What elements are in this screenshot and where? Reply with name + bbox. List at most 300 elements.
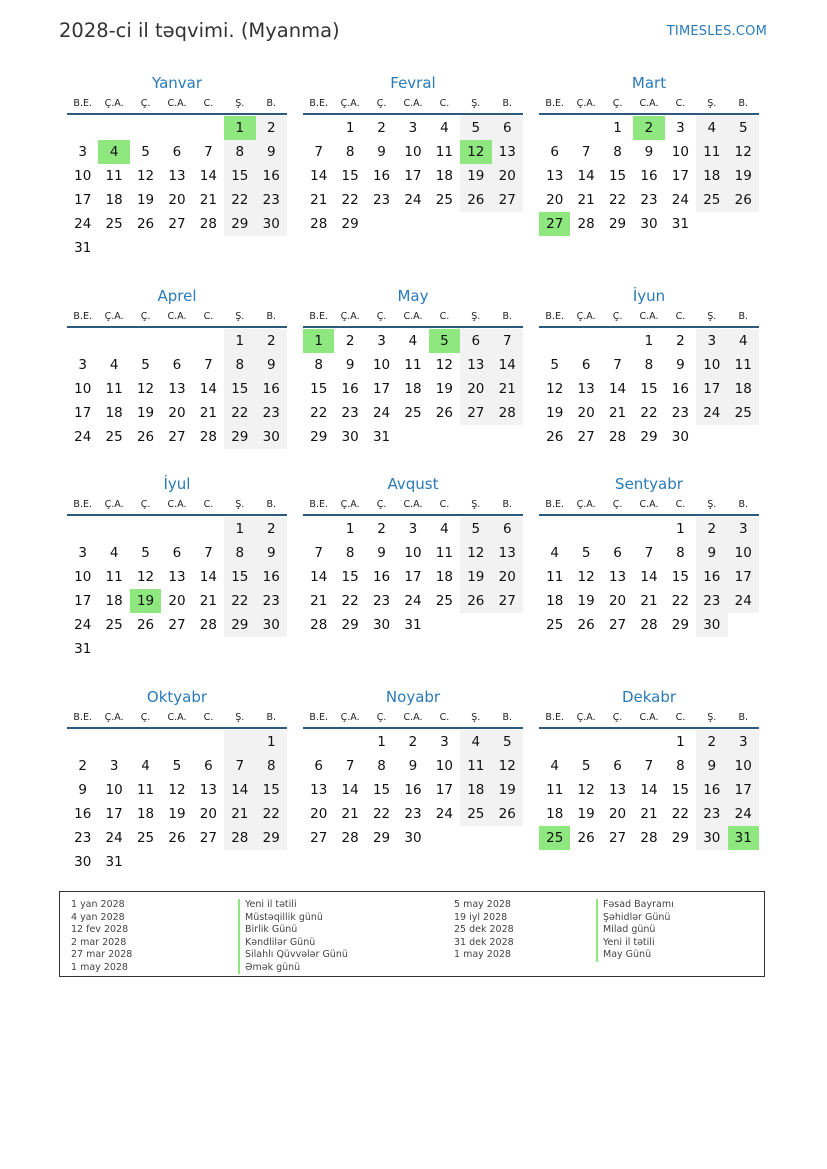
weekday-label: B. <box>266 311 277 322</box>
calendar-day: 12 <box>577 782 595 798</box>
calendar-day: 12 <box>546 381 564 397</box>
legend-left-names <box>238 899 348 974</box>
empty-cell <box>633 730 664 754</box>
weekday-label: B.E. <box>73 499 92 510</box>
calendar-day: 8 <box>613 144 622 160</box>
month-i̇yun <box>539 285 759 449</box>
weekday-label: B. <box>738 499 749 510</box>
calendar-day: 24 <box>435 806 453 822</box>
calendar-day: 16 <box>341 381 359 397</box>
calendar-day: 9 <box>696 754 727 778</box>
calendar-day: 17 <box>74 593 92 609</box>
calendar-day: 25 <box>404 405 422 421</box>
calendar-day: 22 <box>310 405 328 421</box>
weekday-label: B.E. <box>309 311 328 322</box>
calendar-day: 23 <box>696 802 727 826</box>
day-grid <box>67 116 287 260</box>
calendar-day: 22 <box>256 802 287 826</box>
legend-date: 1 may 2028 <box>454 949 511 960</box>
calendar-day: 5 <box>460 517 491 541</box>
weekday-header <box>539 708 759 729</box>
calendar-day: 25 <box>136 830 155 846</box>
empty-cell <box>130 116 161 140</box>
calendar-day: 25 <box>696 188 727 212</box>
calendar-day: 20 <box>608 593 627 609</box>
calendar-day: 12 <box>136 569 155 585</box>
calendar-day: 5 <box>581 545 591 561</box>
day-grid <box>303 517 523 637</box>
empty-cell <box>67 517 98 541</box>
weekday-label: Ç. <box>376 98 387 109</box>
calendar-day: 18 <box>546 806 564 822</box>
calendar-day: 1 <box>377 734 386 750</box>
calendar-day: 21 <box>310 192 328 208</box>
calendar-day: 2 <box>256 116 287 140</box>
calendar-day: 9 <box>256 541 287 565</box>
weekday-label: Ş. <box>471 499 481 510</box>
month-name: Mart <box>631 74 667 92</box>
weekday-label: C.A. <box>639 98 659 109</box>
calendar-day: 3 <box>377 333 386 349</box>
calendar-day: 26 <box>460 188 491 212</box>
calendar-day: 10 <box>404 545 422 561</box>
weekday-label: C. <box>203 311 214 322</box>
weekday-label: Ş. <box>707 499 717 510</box>
calendar-day: 12 <box>136 381 155 397</box>
calendar-day: 3 <box>109 758 119 774</box>
calendar-day: 5 <box>728 116 759 140</box>
month-name: İyun <box>632 287 666 305</box>
calendar-day: 13 <box>608 569 627 585</box>
calendar-day: 17 <box>435 782 453 798</box>
calendar-day: 17 <box>728 565 759 589</box>
calendar-day: 25 <box>105 429 123 445</box>
calendar-day: 16 <box>696 778 727 802</box>
holiday-legend <box>59 891 765 977</box>
weekday-label: C. <box>203 499 214 510</box>
calendar-day: 16 <box>372 569 391 585</box>
calendar-day: 3 <box>676 120 685 136</box>
calendar-day: 2 <box>696 730 727 754</box>
weekday-label: B. <box>738 311 749 322</box>
calendar-day: 23 <box>256 589 287 613</box>
calendar-day: 18 <box>105 593 123 609</box>
month-dekabr <box>539 686 759 850</box>
empty-cell <box>67 116 98 140</box>
calendar-day: 20 <box>492 565 523 589</box>
weekday-label: C. <box>439 311 450 322</box>
weekday-label: Ş. <box>707 98 717 109</box>
empty-cell <box>130 730 161 754</box>
calendar-day: 8 <box>224 140 255 164</box>
calendar-day: 27 <box>492 589 523 613</box>
weekday-label: Ç.A. <box>576 98 596 109</box>
weekday-label: C.A. <box>639 712 659 723</box>
calendar-day: 30 <box>74 854 92 870</box>
holiday-day: 2 <box>633 116 664 140</box>
calendar-day: 29 <box>341 617 359 633</box>
calendar-day: 29 <box>256 826 287 850</box>
calendar-day: 7 <box>314 144 323 160</box>
legend-holiday-name: May Günü <box>596 949 674 962</box>
weekday-label: B.E. <box>73 311 92 322</box>
calendar-day: 20 <box>199 806 217 822</box>
calendar-day: 24 <box>74 429 92 445</box>
month-noyabr <box>303 686 523 850</box>
calendar-day: 18 <box>546 593 564 609</box>
calendar-day: 13 <box>577 381 595 397</box>
calendar-day: 20 <box>168 405 186 421</box>
calendar-day: 29 <box>372 830 391 846</box>
calendar-day: 9 <box>256 140 287 164</box>
empty-cell <box>193 116 224 140</box>
calendar-day: 13 <box>168 168 186 184</box>
calendar-day: 10 <box>74 168 92 184</box>
calendar-day: 11 <box>546 782 564 798</box>
calendar-day: 10 <box>105 782 123 798</box>
calendar-day: 4 <box>109 545 119 561</box>
calendar-day: 2 <box>377 120 386 136</box>
weekday-label: C. <box>203 712 214 723</box>
calendar-day: 24 <box>105 830 123 846</box>
calendar-day: 30 <box>256 212 287 236</box>
holiday-day: 5 <box>429 329 460 353</box>
calendar-day: 12 <box>492 754 523 778</box>
empty-cell <box>602 730 633 754</box>
calendar-day: 22 <box>341 192 359 208</box>
month-name: Avqust <box>387 475 439 493</box>
calendar-day: 28 <box>577 216 595 232</box>
calendar-day: 6 <box>172 545 182 561</box>
calendar-day: 29 <box>310 429 328 445</box>
calendar-day: 26 <box>136 617 155 633</box>
weekday-label: Ç. <box>376 499 387 510</box>
weekday-label: B.E. <box>309 712 328 723</box>
calendar-day: 14 <box>310 168 328 184</box>
weekday-label: C.A. <box>403 311 423 322</box>
calendar-day: 16 <box>74 806 92 822</box>
calendar-day: 13 <box>546 168 564 184</box>
calendar-day: 17 <box>74 192 92 208</box>
empty-cell <box>193 329 224 353</box>
weekday-header <box>303 708 523 729</box>
calendar-day: 25 <box>546 617 564 633</box>
weekday-header <box>539 307 759 328</box>
calendar-day: 21 <box>310 593 328 609</box>
calendar-day: 10 <box>404 144 422 160</box>
calendar-day: 3 <box>78 545 87 561</box>
calendar-day: 18 <box>105 405 123 421</box>
calendar-day: 20 <box>492 164 523 188</box>
calendar-day: 2 <box>377 521 386 537</box>
weekday-label: Ç.A. <box>104 311 124 322</box>
month-name: Sentyabr <box>615 475 683 493</box>
calendar-day: 20 <box>608 806 627 822</box>
calendar-day: 29 <box>224 212 255 236</box>
calendar-day: 15 <box>372 782 391 798</box>
month-sentyabr <box>539 473 759 637</box>
legend-holiday-name: Kəndlilər Günü <box>238 937 348 950</box>
calendar-day: 2 <box>676 333 685 349</box>
calendar-day: 26 <box>168 830 186 846</box>
weekday-header <box>303 94 523 115</box>
weekday-header <box>303 495 523 516</box>
calendar-day: 15 <box>341 569 359 585</box>
calendar-day: 19 <box>460 565 491 589</box>
calendar-day: 5 <box>172 758 182 774</box>
calendar-day: 30 <box>256 613 287 637</box>
calendar-day: 13 <box>310 782 328 798</box>
calendar-day: 23 <box>372 593 391 609</box>
calendar-day: 8 <box>644 357 654 373</box>
weekday-label: Ş. <box>707 712 717 723</box>
weekday-label: Ç. <box>376 712 387 723</box>
calendar-day: 31 <box>74 641 92 657</box>
weekday-label: Ç. <box>612 712 623 723</box>
legend-date: 31 dek 2028 <box>454 936 514 948</box>
day-grid <box>539 517 759 637</box>
empty-cell <box>602 329 633 353</box>
empty-cell <box>130 329 161 353</box>
weekday-label: B. <box>502 311 513 322</box>
calendar-day: 21 <box>608 405 627 421</box>
legend-date: 4 yan 2028 <box>71 911 125 923</box>
legend-date: 27 mar 2028 <box>71 949 133 960</box>
weekday-label: C.A. <box>167 712 187 723</box>
calendar-day: 9 <box>256 353 287 377</box>
calendar-day: 15 <box>671 782 689 798</box>
calendar-day: 3 <box>78 357 87 373</box>
calendar-day: 9 <box>345 357 355 373</box>
calendar-day: 29 <box>341 216 359 232</box>
calendar-day: 10 <box>728 754 759 778</box>
calendar-day: 29 <box>640 429 658 445</box>
weekday-label: Ç. <box>612 499 623 510</box>
weekday-header <box>67 708 287 729</box>
calendar-day: 17 <box>372 381 391 397</box>
weekday-label: B. <box>738 98 749 109</box>
calendar-day: 11 <box>435 144 453 160</box>
calendar-day: 22 <box>608 192 627 208</box>
calendar-day: 18 <box>696 164 727 188</box>
calendar-day: 4 <box>696 116 727 140</box>
calendar-day: 18 <box>728 377 759 401</box>
calendar-day: 24 <box>404 593 422 609</box>
weekday-label: Ç. <box>140 311 151 322</box>
weekday-label: B. <box>502 499 513 510</box>
calendar-day: 14 <box>224 778 255 802</box>
calendar-day: 13 <box>168 381 186 397</box>
calendar-day: 6 <box>613 545 622 561</box>
calendar-day: 10 <box>372 357 391 373</box>
calendar-day: 20 <box>310 806 328 822</box>
empty-cell <box>161 517 192 541</box>
calendar-day: 14 <box>199 168 217 184</box>
calendar-day: 7 <box>314 545 323 561</box>
calendar-day: 22 <box>671 593 689 609</box>
weekday-header <box>67 307 287 328</box>
calendar-day: 9 <box>644 144 654 160</box>
empty-cell <box>602 517 633 541</box>
calendar-day: 27 <box>168 617 186 633</box>
month-yanvar <box>67 72 287 260</box>
calendar-day: 16 <box>671 381 689 397</box>
calendar-day: 8 <box>345 144 355 160</box>
weekday-label: Ş. <box>235 712 245 723</box>
calendar-day: 22 <box>341 593 359 609</box>
calendar-day: 23 <box>341 405 359 421</box>
calendar-day: 8 <box>377 758 386 774</box>
legend-holiday-name: Milad günü <box>596 924 674 937</box>
weekday-label: B.E. <box>309 98 328 109</box>
calendar-day: 17 <box>74 405 92 421</box>
calendar-day: 22 <box>372 806 391 822</box>
calendar-day: 14 <box>341 782 359 798</box>
calendar-day: 16 <box>372 168 391 184</box>
calendar-day: 8 <box>676 545 685 561</box>
calendar-day: 23 <box>671 405 689 421</box>
calendar-day: 4 <box>728 329 759 353</box>
weekday-header <box>303 307 523 328</box>
calendar-day: 24 <box>728 802 759 826</box>
holiday-day: 12 <box>460 140 491 164</box>
calendar-day: 28 <box>492 401 523 425</box>
weekday-label: B. <box>738 712 749 723</box>
weekday-label: C.A. <box>167 311 187 322</box>
calendar-day: 27 <box>608 617 627 633</box>
calendar-day: 13 <box>492 541 523 565</box>
calendar-day: 16 <box>256 164 287 188</box>
calendar-day: 25 <box>728 401 759 425</box>
calendar-day: 7 <box>492 329 523 353</box>
calendar-day: 19 <box>546 405 564 421</box>
calendar-day: 17 <box>728 778 759 802</box>
weekday-label: Ş. <box>235 98 245 109</box>
calendar-day: 12 <box>728 140 759 164</box>
calendar-day: 14 <box>310 569 328 585</box>
calendar-day: 28 <box>310 216 328 232</box>
calendar-day: 30 <box>341 429 359 445</box>
calendar-day: 10 <box>74 569 92 585</box>
legend-holiday-name: Silahlı Qüvvələr Günü <box>238 949 348 962</box>
calendar-day: 13 <box>608 782 627 798</box>
calendar-day: 27 <box>492 188 523 212</box>
calendar-day: 30 <box>696 613 727 637</box>
calendar-day: 28 <box>640 617 658 633</box>
weekday-label: C. <box>439 98 450 109</box>
weekday-label: C. <box>675 98 686 109</box>
calendar-day: 22 <box>224 188 255 212</box>
calendar-day: 25 <box>435 192 453 208</box>
calendar-day: 1 <box>644 333 654 349</box>
calendar-day: 6 <box>550 144 559 160</box>
calendar-day: 17 <box>696 377 727 401</box>
calendar-day: 20 <box>577 405 595 421</box>
legend-date: 19 iyl 2028 <box>454 911 508 923</box>
calendar-day: 11 <box>105 168 123 184</box>
month-aprel <box>67 285 287 449</box>
legend-holiday-name: Şəhidlər Günü <box>596 912 674 925</box>
calendar-day: 15 <box>608 168 627 184</box>
calendar-day: 9 <box>696 541 727 565</box>
legend-holiday-name: Yeni il tətili <box>596 937 674 950</box>
holiday-day: 31 <box>728 826 759 850</box>
calendar-day: 3 <box>440 734 449 750</box>
calendar-day: 7 <box>204 545 213 561</box>
calendar-day: 24 <box>728 589 759 613</box>
calendar-day: 6 <box>314 758 323 774</box>
empty-cell <box>161 730 192 754</box>
brand-link[interactable]: TIMESLES.COM <box>666 24 767 39</box>
empty-cell <box>570 116 601 140</box>
calendar-day: 1 <box>224 517 255 541</box>
calendar-day: 2 <box>256 329 287 353</box>
calendar-day: 28 <box>199 617 217 633</box>
calendar-day: 19 <box>728 164 759 188</box>
calendar-day: 23 <box>640 192 658 208</box>
day-grid <box>539 730 759 850</box>
calendar-day: 18 <box>435 569 453 585</box>
calendar-day: 4 <box>109 357 119 373</box>
calendar-day: 19 <box>492 778 523 802</box>
calendar-day: 26 <box>546 429 564 445</box>
weekday-label: B.E. <box>545 311 564 322</box>
calendar-day: 27 <box>199 830 217 846</box>
weekday-label: Ç.A. <box>340 499 360 510</box>
calendar-day: 7 <box>345 758 355 774</box>
empty-cell <box>161 116 192 140</box>
weekday-label: C.A. <box>639 499 659 510</box>
calendar-day: 21 <box>199 192 217 208</box>
calendar-day: 11 <box>136 782 155 798</box>
calendar-day: 19 <box>136 405 155 421</box>
month-name: Dekabr <box>621 688 677 706</box>
empty-cell <box>161 329 192 353</box>
calendar-day: 31 <box>74 240 92 256</box>
calendar-day: 29 <box>671 617 689 633</box>
calendar-day: 15 <box>224 377 255 401</box>
calendar-day: 14 <box>199 569 217 585</box>
calendar-day: 7 <box>204 357 213 373</box>
legend-date: 12 fev 2028 <box>71 924 129 935</box>
calendar-day: 23 <box>404 806 422 822</box>
holiday-day: 19 <box>130 589 161 613</box>
calendar-day: 20 <box>546 192 564 208</box>
calendar-day: 15 <box>310 381 328 397</box>
calendar-day: 14 <box>577 168 595 184</box>
weekday-label: C.A. <box>167 499 187 510</box>
weekday-label: C.A. <box>167 98 187 109</box>
empty-cell <box>67 730 98 754</box>
calendar-day: 10 <box>74 381 92 397</box>
calendar-day: 12 <box>168 782 186 798</box>
calendar-day: 4 <box>550 758 559 774</box>
weekday-label: Ş. <box>471 311 481 322</box>
calendar-day: 28 <box>341 830 359 846</box>
calendar-day: 21 <box>640 806 658 822</box>
empty-cell <box>633 517 664 541</box>
calendar-day: 25 <box>435 593 453 609</box>
calendar-day: 8 <box>256 754 287 778</box>
empty-cell <box>224 730 255 754</box>
calendar-day: 11 <box>728 353 759 377</box>
weekday-label: Ç.A. <box>576 712 596 723</box>
calendar-day: 6 <box>204 758 213 774</box>
calendar-day: 11 <box>546 569 564 585</box>
empty-cell <box>303 730 334 754</box>
weekday-label: B.E. <box>309 499 328 510</box>
calendar-day: 22 <box>640 405 658 421</box>
